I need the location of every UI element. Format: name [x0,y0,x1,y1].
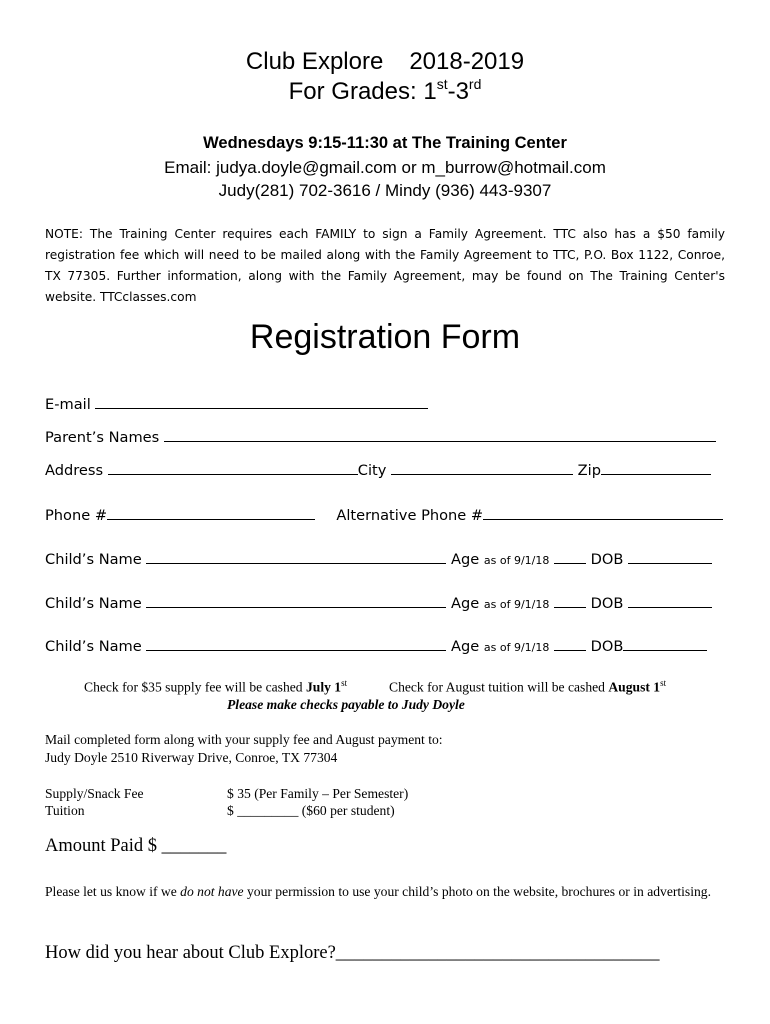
mail-instructions: Mail completed form along with your supply fee and August payment to: [45,732,443,747]
form-title-line [0,48,770,76]
child-row-2 [45,593,712,612]
child-name-label: Child’s Name [45,551,142,568]
age-note: as of 9/1/18 [483,554,550,567]
supply-fee-value: $ 35 (Per Family – Per Semester) [227,786,409,801]
supply-check-date: July 1 [305,679,342,695]
email-row [45,394,428,413]
parents-blank[interactable] [164,427,716,442]
supply-check-sup: st [341,678,348,688]
dob-label: DOB [590,638,624,655]
phone-row [45,505,723,524]
city-label: City [357,462,387,479]
club-name: Club Explore [245,48,384,75]
parents-row [45,427,716,446]
parents-label: Parent’s Names [45,429,160,446]
child-name-label: Child’s Name [45,638,142,655]
age-blank[interactable] [554,636,586,651]
age-note: as of 9/1/18 [483,598,550,611]
child-name-blank[interactable] [146,636,446,651]
contact-phone-line: Judy(281) 702-3616 / Mindy (936) 443-9307 [218,181,552,200]
age-label: Age [451,638,480,655]
referral-question-row [45,943,660,964]
payable-to-note: Please make checks payable to Judy Doyle [227,697,465,712]
zip-blank[interactable] [601,460,711,475]
child-name-blank[interactable] [146,549,446,564]
tuition-check-note [389,678,666,696]
phone-blank[interactable] [107,505,315,520]
age-blank[interactable] [554,549,586,564]
referral-blank[interactable]: ___________________________________ [335,943,660,963]
dob-label: DOB [590,595,624,612]
grades-line [0,78,770,106]
address-blank[interactable] [108,460,358,475]
registration-form-title: Registration Form [249,318,521,356]
tuition-value: $ _________ ($60 per student) [227,803,395,818]
permission-text-after: your permission to use your child’s photo on the website, brochures or in advertising. [243,884,711,899]
age-blank[interactable] [554,593,586,608]
grades-mid: -3 [447,78,469,105]
zip-label: Zip [577,462,601,479]
grades-sup-1: st [436,76,448,92]
supply-check-note [84,678,347,696]
contact-email-line: Email: judya.doyle@gmail.com or m_burrow@hotmail.com [164,158,606,177]
age-label: Age [451,595,480,612]
schedule-line: Wednesdays 9:15-11:30 at The Training Center [203,134,567,152]
address-row [45,460,711,479]
alt-phone-blank[interactable] [483,505,723,520]
permission-text-before: Please let us know if we [45,884,181,899]
child-row-1 [45,549,712,568]
phone-label: Phone # [45,507,108,524]
address-label: Address [45,462,104,479]
supply-check-text: Check for $35 supply fee will be cashed [84,679,306,695]
tuition-check-date: August 1 [608,679,661,695]
supply-fee-label: Supply/Snack Fee [45,786,144,801]
tuition-label: Tuition [45,803,85,818]
alt-phone-label: Alternative Phone # [336,507,484,524]
child-name-blank[interactable] [146,593,446,608]
email-blank[interactable] [95,394,428,409]
age-label: Age [451,551,480,568]
dob-blank[interactable] [628,593,712,608]
school-year: 2018-2019 [409,48,525,75]
child-name-label: Child’s Name [45,595,142,612]
dob-label: DOB [590,551,624,568]
tuition-check-sup: st [660,678,667,688]
dob-blank[interactable] [623,636,707,651]
dob-blank[interactable] [628,549,712,564]
family-agreement-note: NOTE: The Training Center requires each FAMILY to sign a Family Agreement. TTC also has a $50 family registration fee which will need to be mailed along with the Family Agreement to TTC, P.O. Box 1122, Conroe, TX 77305. Further information, along with the Family Agreement, may be found on The Training Center's website. TTCclasses.com [45,227,725,304]
amount-paid: Amount Paid $ _______ [45,836,227,856]
mail-address: Judy Doyle 2510 Riverway Drive, Conroe, TX 77304 [45,750,338,765]
grades-sup-2: rd [468,76,482,92]
email-label: E-mail [45,396,91,413]
grades-prefix: For Grades: 1 [288,78,437,105]
referral-question: How did you hear about Club Explore? [45,943,336,963]
permission-emphasis: do not have [180,884,244,899]
city-blank[interactable] [391,460,573,475]
tuition-check-text: Check for August tuition will be cashed [389,679,609,695]
child-row-3 [45,636,707,655]
photo-permission-note [45,882,725,902]
age-note: as of 9/1/18 [483,641,550,654]
